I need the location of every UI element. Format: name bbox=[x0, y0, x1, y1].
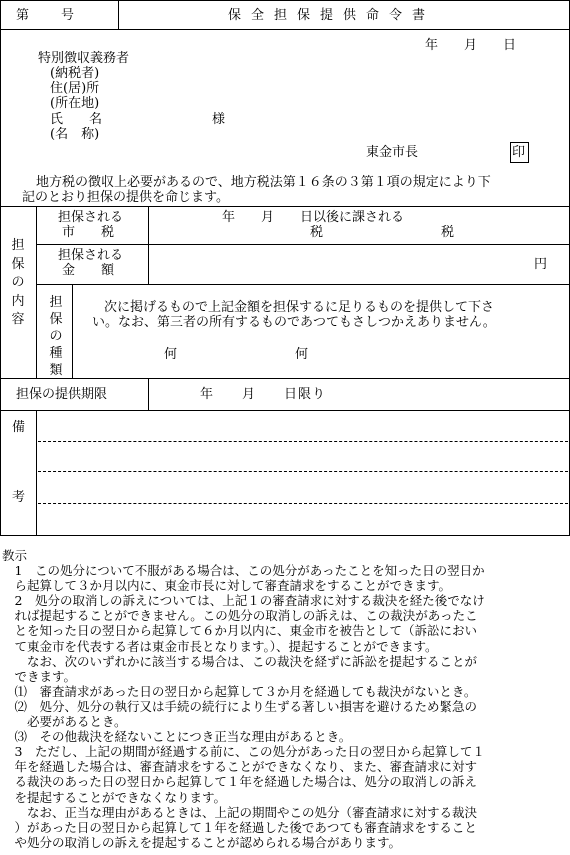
notice-line: なお、次のいずれかに該当する場合は、この裁決を経ずに訴訟を提起することが bbox=[2, 653, 478, 669]
type-label: 担保の種類 bbox=[49, 295, 63, 378]
body-text-line-2: 記のとおり担保の提供を命じます。 bbox=[22, 190, 229, 205]
notice-block bbox=[2, 548, 568, 850]
taxpayer-label: (納税者) bbox=[50, 66, 100, 81]
tax-label-line-1: 担保される bbox=[58, 210, 124, 225]
type-item-1: 何 bbox=[164, 347, 178, 362]
corp-name-label: (名 称) bbox=[50, 127, 100, 142]
notice-line: 年を経過した場合は、審査請求をすることができなくなり、また、審査請求に対す bbox=[2, 759, 478, 775]
notice-line: を提起することができなくなります。 bbox=[2, 789, 227, 805]
tax-date-phrase: 年 月 日以後に課される bbox=[222, 210, 405, 225]
deadline-label: 担保の提供期限 bbox=[16, 387, 108, 402]
remarks-label-top: 備 bbox=[12, 420, 26, 435]
honorific: 様 bbox=[212, 112, 226, 127]
notice-line: て東金市を代表する者は東金市長となります。）、提起することができます。 bbox=[2, 638, 438, 654]
issue-date: 年 月 日 bbox=[425, 38, 517, 53]
type-text-line-2: い。なお、第三者の所有するものであつてもさしつかえありません。 bbox=[92, 315, 496, 330]
notice-line: 3 ただし、上記の期間が経過する前に、この処分があった日の翌日から起算して１ bbox=[2, 744, 485, 760]
notice-line: ⑶ その他裁決を経ないことにつき正当な理由があるとき。 bbox=[2, 729, 352, 745]
amount-label-line-2: 金 額 bbox=[62, 263, 115, 278]
location-label: (所在地) bbox=[50, 96, 100, 111]
notice-line: る裁決のあった日の翌日から起算して１年を経過した場合は、処分の取消しの訴え bbox=[2, 774, 477, 790]
number-label: 第 号 bbox=[16, 8, 77, 23]
form-title: 保全担保提供命令書 bbox=[228, 8, 436, 23]
amount-unit: 円 bbox=[534, 257, 548, 272]
notice-line: とを知った日の翌日から起算して６か月以内に、東金市を被告として（訴訟におい bbox=[2, 623, 478, 639]
type-item-2: 何 bbox=[295, 347, 309, 362]
remarks-label-bottom: 考 bbox=[12, 490, 26, 505]
seal-mark: 印 bbox=[512, 145, 526, 160]
notice-line: ）があった日の翌日から起算して１年を経過した後であつても審査請求をすること bbox=[2, 819, 477, 835]
address-label: 住(居)所 bbox=[50, 81, 100, 96]
notice-line: できます。 bbox=[2, 668, 77, 684]
notice-line: れば提起することができません。この処分の取消しの訴えは、この裁決があったこ bbox=[2, 608, 478, 624]
notice-line: 1 この処分について不服がある場合は、この処分があったことを知った日の翌日か bbox=[2, 563, 485, 579]
body-text-line-1: 地方税の徴収上必要があるので、地方税法第１６条の３第１項の規定により下 bbox=[36, 175, 491, 190]
type-text-line-1: 次に掲げるもので上記金額を担保するに足りるものを提供して下さ bbox=[104, 300, 495, 315]
notice-line: ⑵ 処分、処分の執行又は手続の続行により生ずる著しい損害を避けるため緊急の bbox=[2, 698, 478, 714]
notice-line: ⑴ 審査請求があった日の翌日から起算して３か月を経過しても裁決がないとき。 bbox=[2, 683, 477, 699]
notice-heading: 教示 bbox=[2, 548, 28, 563]
issuer-name: 東金市長 bbox=[366, 145, 419, 160]
notice-line: なお、正当な理由があるときは、上記の期間やこの処分（審査請求に対する裁決 bbox=[2, 804, 478, 820]
obligor-label: 特別徴収義務者 bbox=[38, 51, 130, 66]
notice-line: 2 処分の取消しの訴えについては、上記１の審査請求に対する裁決を経た後でなけ bbox=[2, 593, 485, 609]
notice-line: や処分の取消しの訴えを提起することが認められる場合があります。 bbox=[2, 834, 402, 850]
collateral-section-label: 担保の内容 bbox=[11, 238, 25, 327]
tax-word-1: 税 bbox=[310, 225, 324, 240]
deadline-value: 年 月 日限り bbox=[200, 387, 327, 402]
tax-word-2: 税 bbox=[441, 225, 455, 240]
amount-label-line-1: 担保される bbox=[58, 248, 124, 263]
notice-line: ら起算して３か月以内に、東金市長に対して審査請求をすることができます。 bbox=[2, 578, 452, 594]
notice-line: 必要があるとき。 bbox=[2, 714, 127, 730]
tax-label-line-2: 市 税 bbox=[62, 225, 115, 240]
name-label: 氏 名 bbox=[50, 112, 103, 127]
